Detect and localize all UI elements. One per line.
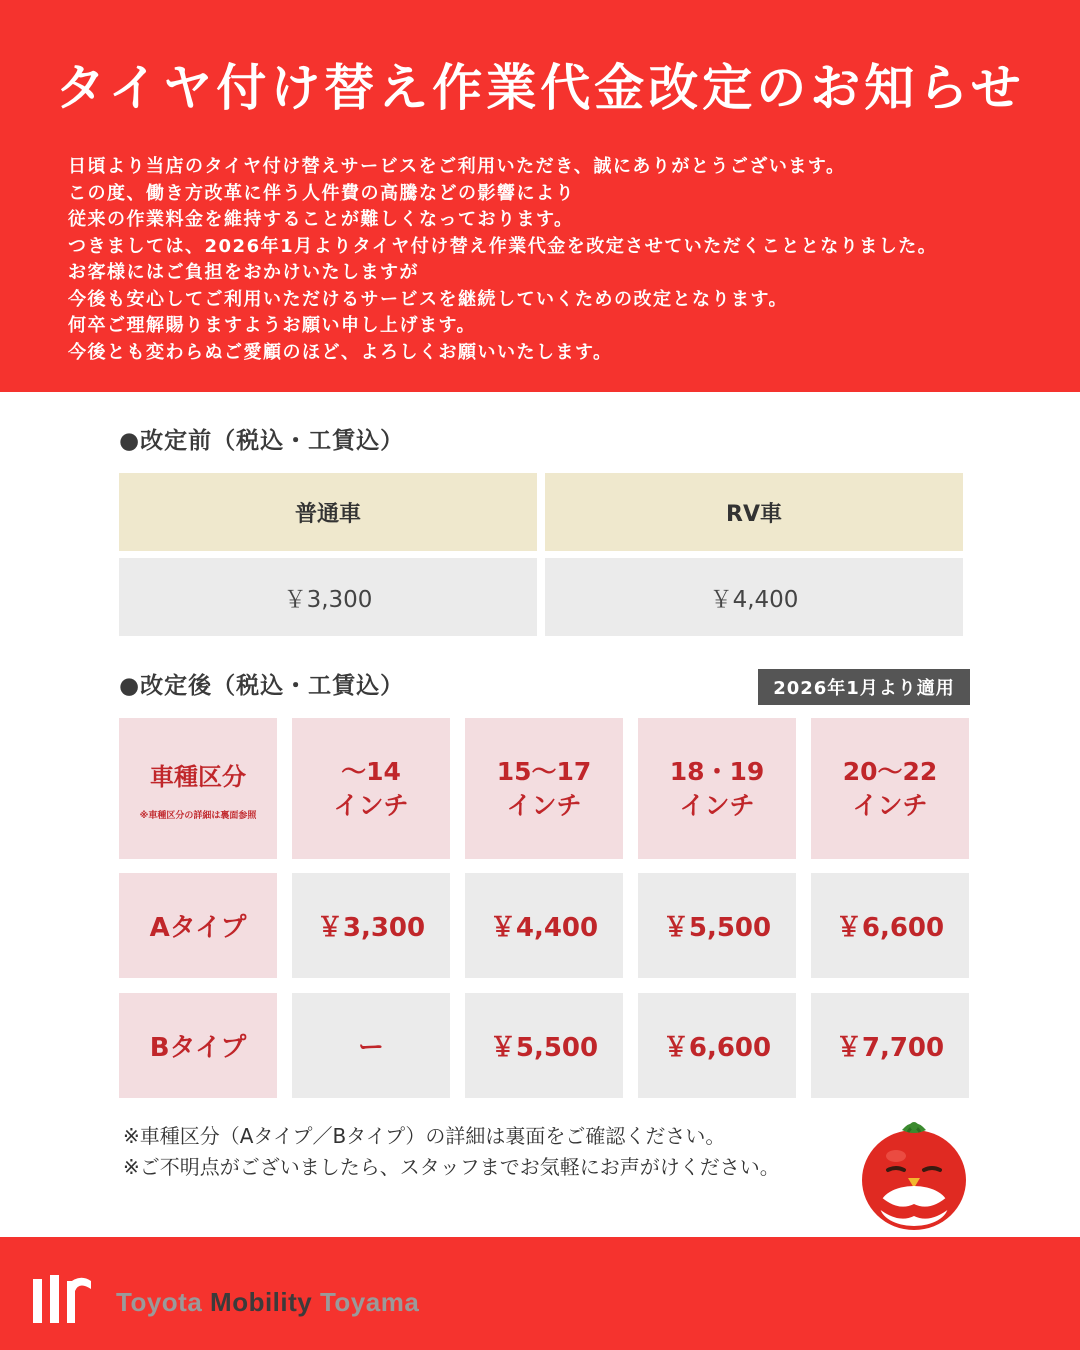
- size-range: 18・19: [669, 756, 765, 786]
- intro-line: お客様にはご負担をおかけいたしますが: [68, 262, 419, 283]
- before-header-rv-car: RV車: [545, 473, 963, 551]
- intro-line: 日頃より当店のタイヤ付け替えサービスをご利用いただき、誠にありがとうございます。: [68, 156, 846, 177]
- intro-line: 今後とも変わらぬご愛顧のほど、よろしくお願いいたします。: [68, 341, 613, 363]
- before-price-rv-car: ￥4,400: [545, 558, 963, 636]
- row-label-a-type: Aタイプ: [119, 873, 277, 978]
- header-banner: [0, 0, 1080, 392]
- price-cell: ￥3,300: [292, 873, 450, 978]
- brand-part: Mobility: [210, 1287, 313, 1317]
- intro-line: 従来の作業料金を維持することが難しくなっております。: [68, 209, 574, 230]
- footnote: ※車種区分（Aタイプ／Bタイプ）の詳細は裏面をご確認ください。: [123, 1124, 726, 1148]
- price-cell: ￥4,400: [465, 873, 623, 978]
- vehicle-category-label: 車種区分: [150, 762, 246, 791]
- size-unit: インチ: [679, 790, 755, 820]
- size-unit: インチ: [852, 790, 928, 820]
- brand-part: Toyama: [312, 1287, 420, 1317]
- price-cell: ー: [292, 993, 450, 1098]
- company-logo-icon: [33, 1275, 93, 1323]
- before-section-title: ●改定前（税込・工賃込）: [119, 428, 405, 454]
- price-cell: ￥7,700: [811, 993, 969, 1098]
- intro-line: この度、働き方改革に伴う人件費の高騰などの影響により: [68, 182, 575, 204]
- brand-part: Toyota: [116, 1287, 211, 1317]
- size-unit: インチ: [333, 790, 409, 820]
- row-label-b-type: Bタイプ: [119, 993, 277, 1098]
- price-cell: ￥6,600: [638, 993, 796, 1098]
- mascot-illustration: [858, 1112, 970, 1232]
- before-header-regular-car: 普通車: [119, 473, 537, 551]
- price-cell: ￥6,600: [811, 873, 969, 978]
- brand-name: [116, 1287, 419, 1318]
- size-column-header: [292, 718, 450, 859]
- size-column-header: [811, 718, 969, 859]
- before-price-regular-car: ￥3,300: [119, 558, 537, 636]
- after-section-title: ●改定後（税込・工賃込）: [119, 673, 405, 699]
- intro-line: 今後も安心してご利用いただけるサービスを継続していくための改定となります。: [68, 288, 789, 310]
- price-cell: ￥5,500: [465, 993, 623, 1098]
- size-range: ～14: [341, 756, 401, 786]
- intro-line: つきましては、2026年1月よりタイヤ付け替え作業代金を改定させていただくこととなりました。: [68, 235, 938, 257]
- intro-text: [68, 154, 1028, 366]
- page-title: タイヤ付け替え作業代金改定のお知らせ: [55, 59, 1025, 117]
- vehicle-category-note: ※車種区分の詳細は裏面参照: [139, 810, 257, 821]
- vehicle-category-header: [119, 718, 277, 859]
- intro-line: 何卒ご理解賜りますようお願い申し上げます。: [68, 315, 477, 336]
- effective-date-badge: 2026年1月より適用: [758, 669, 970, 705]
- size-unit: インチ: [506, 790, 582, 820]
- size-column-header: [638, 718, 796, 859]
- price-cell: ￥5,500: [638, 873, 796, 978]
- size-range: 20～22: [842, 756, 938, 786]
- size-column-header: [465, 718, 623, 859]
- size-range: 15～17: [496, 756, 592, 786]
- footnote: ※ご不明点がございましたら、スタッフまでお気軽にお声がけください。: [123, 1155, 780, 1179]
